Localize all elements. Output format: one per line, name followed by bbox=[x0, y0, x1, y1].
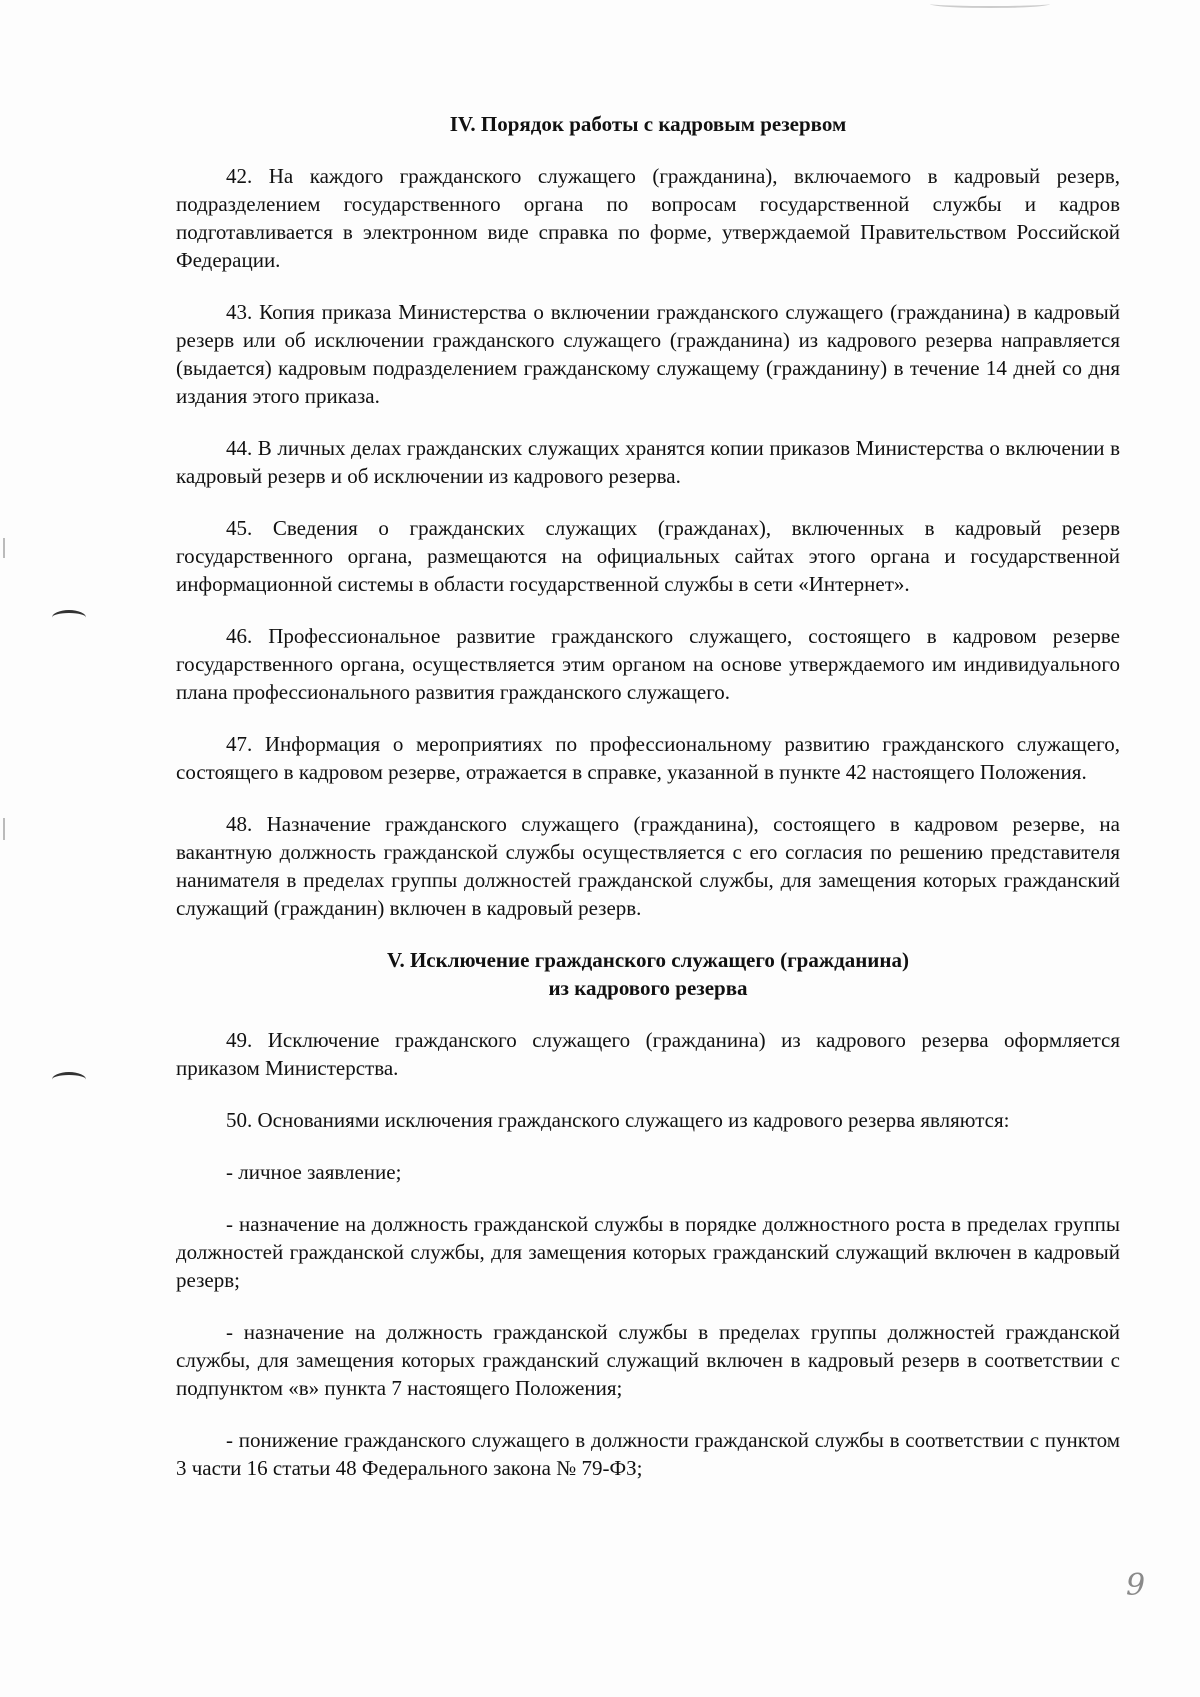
section-5-heading-line2: из кадрового резерва bbox=[548, 976, 748, 1000]
paragraph-46: 46. Профессиональное развитие гражданского служащего, состоящего в кадровом резерве государственного органа, осуществляется этим органом на основе утверждаемого им индивидуального плана профессионального развития гражданского служащего. bbox=[176, 624, 1120, 704]
hole-punch-mark bbox=[52, 610, 86, 625]
paragraph-44: 44. В личных делах гражданских служащих хранятся копии приказов Министерства о включении в кадровый резерв и об исключении из кадрового резерва. bbox=[176, 436, 1120, 488]
hole-punch-mark bbox=[52, 1072, 86, 1087]
scan-edge-mark bbox=[3, 538, 5, 558]
paragraph-50: 50. Основаниями исключения гражданского служащего из кадрового резерва являются: bbox=[226, 1108, 1010, 1132]
section-4-heading: IV. Порядок работы с кадровым резервом bbox=[449, 112, 847, 136]
list-item: - личное заявление; bbox=[226, 1160, 402, 1184]
section-5-heading-line1: V. Исключение гражданского служащего (гражданина) bbox=[387, 948, 909, 972]
paragraph-48: 48. Назначение гражданского служащего (гражданина), состоящего в кадровом резерве, на вакантную должность гражданской службы осуществляется с его согласия по решению представителя нанимателя в пределах группы должностей гражданской службы, для замещения которых гражданский служащий (гражданин) включен в кадровый резерв. bbox=[176, 812, 1120, 920]
scan-edge-mark bbox=[3, 818, 5, 840]
paragraph-42: 42. На каждого гражданского служащего (гражданина), включаемого в кадровый резерв, подразделением государственного органа по вопросам государственной службы и кадров подготавливается в электронном виде справка по форме, утверждаемой Правительством Российской Федерации. bbox=[176, 164, 1120, 272]
paragraph-43: 43. Копия приказа Министерства о включении гражданского служащего (гражданина) в кадровый резерв или об исключении гражданского служащего (гражданина) из кадрового резерва направляется (выдается) кадровым подразделением гражданскому служащему (гражданину) в течение 14 дней со дня издания этого приказа. bbox=[176, 300, 1120, 408]
paragraph-45: 45. Сведения о гражданских служащих (гражданах), включенных в кадровый резерв государственного органа, размещаются на официальных сайтах этого органа и государственной информационной системы в области государственной службы в сети «Интернет». bbox=[176, 516, 1120, 596]
paragraph-49: 49. Исключение гражданского служащего (гражданина) из кадрового резерва оформляется приказом Министерства. bbox=[176, 1028, 1120, 1080]
list-item: - понижение гражданского служащего в должности гражданской службы в соответствии с пунктом 3 части 16 статьи 48 Федерального закона № 79-ФЗ; bbox=[176, 1428, 1120, 1480]
paragraph-47: 47. Информация о мероприятиях по профессиональному развитию гражданского служащего, состоящего в кадровом резерве, отражается в справке, указанной в пункте 42 настоящего Положения. bbox=[176, 732, 1120, 784]
section-5-heading bbox=[176, 946, 1120, 1002]
scan-mark-top bbox=[930, 0, 1050, 8]
page-number: 9 bbox=[1126, 1568, 1146, 1603]
list-item: - назначение на должность гражданской службы в пределах группы должностей гражданской службы, для замещения которых гражданский служащий включен в кадровый резерв в соответствии с подпунктом «в» пункта 7 настоящего Положения; bbox=[176, 1320, 1120, 1400]
document-body bbox=[176, 110, 1120, 1506]
list-item: - назначение на должность гражданской службы в порядке должностного роста в пределах группы должностей гражданской службы, для замещения которых гражданский служащий включен в кадровый резерв; bbox=[176, 1212, 1120, 1292]
